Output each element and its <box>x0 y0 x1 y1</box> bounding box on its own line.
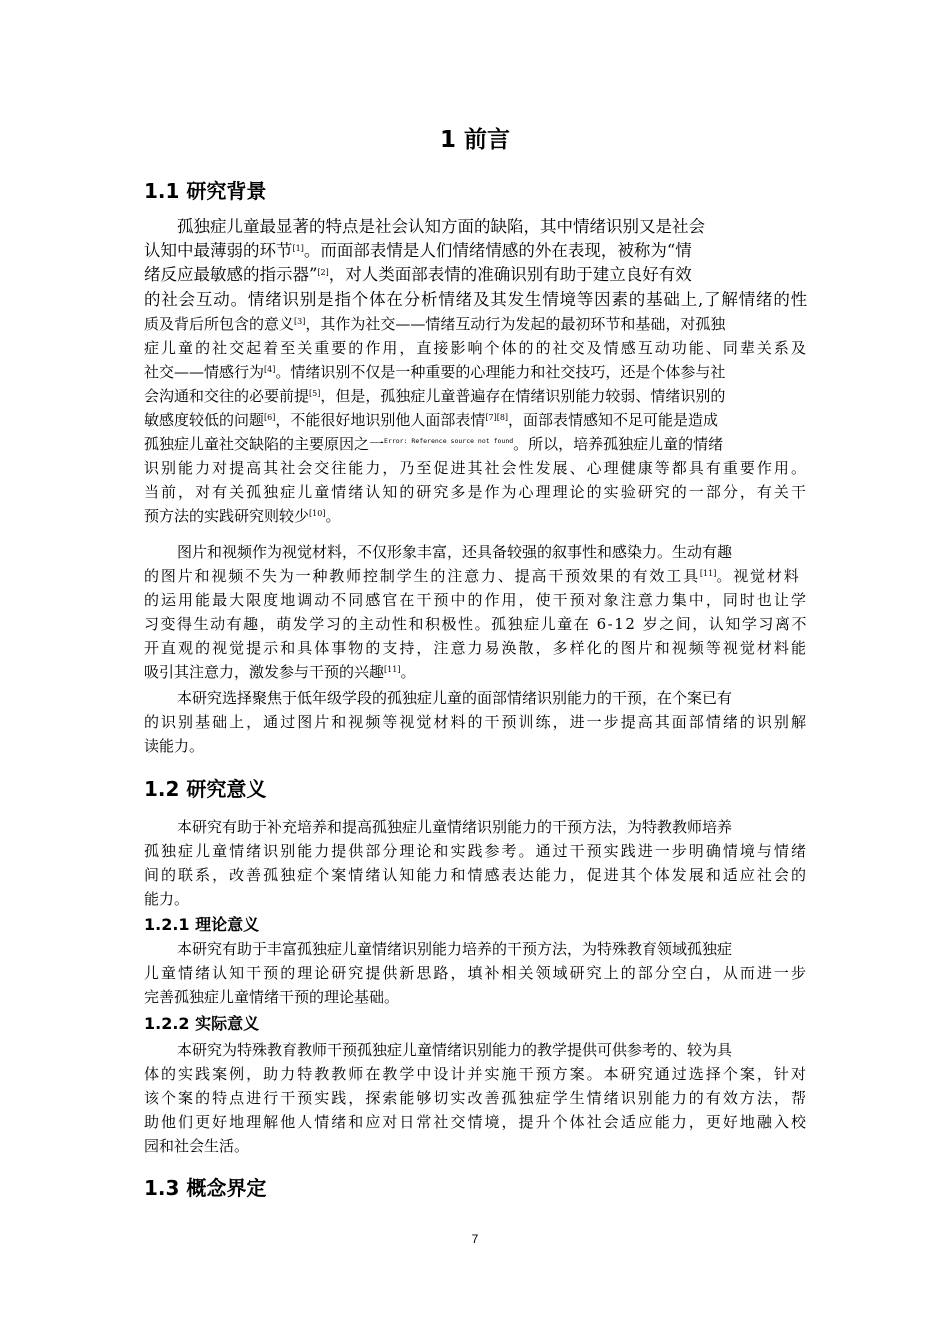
text-line: 的识别基础上，通过图片和视频等视觉材料的干预训练，进一步提高其面部情绪的识别解 <box>144 713 808 731</box>
section-heading-concepts: 1.3 概念界定 <box>144 1176 267 1200</box>
text-line: 的运用能最大限度地调动不同感官在干预中的作用，使干预对象注意力集中，同时也让学 <box>144 591 808 609</box>
text-line: 的社会互动。情绪识别是指个体在分析情绪及其发生情境等因素的基础上,了解情绪的性 <box>144 289 808 309</box>
text-line: 该个案的特点进行干预实践，探索能够切实改善孤独症学生情绪识别能力的有效方法，帮 <box>144 1089 808 1107</box>
text-line: 儿童情绪认知干预的理论研究提供新思路，填补相关领域研究上的部分空白，从而进一步 <box>144 964 808 982</box>
section-heading-significance: 1.2 研究意义 <box>144 777 267 801</box>
text-line: 能力。 <box>144 890 190 908</box>
citation: [10] <box>309 508 326 518</box>
section-heading-background: 1.1 研究背景 <box>144 179 267 203</box>
paragraph-theory <box>144 937 808 1009</box>
paragraph-background-2 <box>144 540 808 684</box>
citation: [2] <box>317 268 329 278</box>
text-line: 的图片和视频不失为一种教师控制学生的注意力、提高干预效果的有效工具[11]。视觉材料 <box>144 567 801 585</box>
page-number: 7 <box>471 1232 479 1246</box>
text-line: 习变得生动有趣，萌发学习的主动性和积极性。孤独症儿童在 6-12 岁之间，认知学习离不 <box>144 615 808 633</box>
text-line: 图片和视频作为视觉材料，不仅形象丰富，还具备较强的叙事性和感染力。生动有趣 <box>177 543 733 561</box>
citation: [11] <box>384 665 401 674</box>
text-line: 孤独症儿童最显著的特点是社会认知方面的缺陷，其中情绪识别又是社会 <box>177 217 705 236</box>
text-line: 绪反应最敏感的指示器”[2]，对人类面部表情的准确识别有助于建立良好有效 <box>144 265 692 285</box>
citation: [5] <box>309 388 321 398</box>
text-line: 园和社会生活。 <box>144 1137 250 1155</box>
text-line: 本研究选择聚焦于低年级学段的孤独症儿童的面部情绪识别能力的干预，在个案已有 <box>177 689 733 707</box>
citation: [6] <box>264 412 276 422</box>
text-line: 质及背后所包含的意义[3]，其作为社交——情绪互动行为发起的最初环节和基础，对孤独 <box>144 314 726 333</box>
paragraph-practice <box>144 1038 808 1158</box>
text-line: 本研究为特殊教育教师干预孤独症儿童情绪识别能力的教学提供可供参考的、较为具 <box>177 1041 733 1059</box>
paragraph-background-1 <box>144 215 808 528</box>
text-line: 孤独症儿童情绪识别能力提供部分理论和实践参考。通过干预实践进一步明确情境与情绪 <box>144 842 808 860</box>
reference-error: Error: Reference source not found <box>384 436 514 445</box>
paragraph-background-3 <box>144 686 808 758</box>
citation: [1] <box>292 244 304 254</box>
citation: [11] <box>699 569 717 578</box>
text-line: 敏感度较低的问题[6]，不能很好地识别他人面部表情[7][8]，面部表情感知不足可能是造成 <box>144 410 719 429</box>
text-line: 完善孤独症儿童情绪干预的理论基础。 <box>144 988 400 1006</box>
text-line: 会沟通和交往的必要前提[5]，但是，孤独症儿童普遍存在情绪识别能力较弱、情绪识别的 <box>144 386 726 405</box>
text-line: 当前，对有关孤独症儿童情绪认知的研究多是作为心理理论的实验研究的一部分，有关干 <box>144 482 808 501</box>
text-line: 读能力。 <box>144 737 205 755</box>
paragraph-significance <box>144 815 808 911</box>
text-line: 助他们更好地理解他人情绪和应对日常社交情境，提升个体社会适应能力，更好地融入校 <box>144 1113 808 1131</box>
subsection-heading-theory: 1.2.1 理论意义 <box>144 915 260 934</box>
text-line: 本研究有助于补充培养和提高孤独症儿童情绪识别能力的干预方法，为特教教师培养 <box>177 818 733 836</box>
text-line: 本研究有助于丰富孤独症儿童情绪识别能力培养的干预方法，为特殊教育领域孤独症 <box>177 940 733 958</box>
citation: [4] <box>264 364 276 374</box>
text-line: 认知中最薄弱的环节[1]。而面部表情是人们情绪情感的外在表现，被称为“情 <box>144 241 692 261</box>
text-line: 间的联系，改善孤独症个案情绪认知能力和情感表达能力，促进其个体发展和适应社会的 <box>144 866 808 884</box>
citation: [7][8] <box>485 412 509 422</box>
text-line: 预方法的实践研究则较少[10]。 <box>144 506 341 525</box>
text-line: 吸引其注意力，激发参与干预的兴趣[11]。 <box>144 663 416 681</box>
text-line: 孤独症儿童社交缺陷的主要原因之一$^{Error: Reference source not found}$。所以，培养孤独症儿童的情绪 <box>144 434 724 453</box>
text-line: 社交——情感行为[4]。情绪识别不仅是一种重要的心理能力和社交技巧，还是个体参与社 <box>144 362 726 381</box>
text-line: 开直观的视觉提示和具体事物的支持，注意力易涣散，多样化的图片和视频等视觉材料能 <box>144 639 808 657</box>
chapter-heading: 1 前言 <box>439 127 510 153</box>
text-line: 识别能力对提高其社会交往能力，乃至促进其社会性发展、心理健康等都具有重要作用。 <box>144 458 808 477</box>
text-line: 体的实践案例，助力特教教师在教学中设计并实施干预方案。本研究通过选择个案，针对 <box>144 1065 808 1083</box>
subsection-heading-practice: 1.2.2 实际意义 <box>144 1014 260 1033</box>
text-line: 症儿童的社交起着至关重要的作用，直接影响个体的的社交及情感互动功能、同辈关系及 <box>144 338 808 357</box>
citation: [3] <box>294 316 306 326</box>
